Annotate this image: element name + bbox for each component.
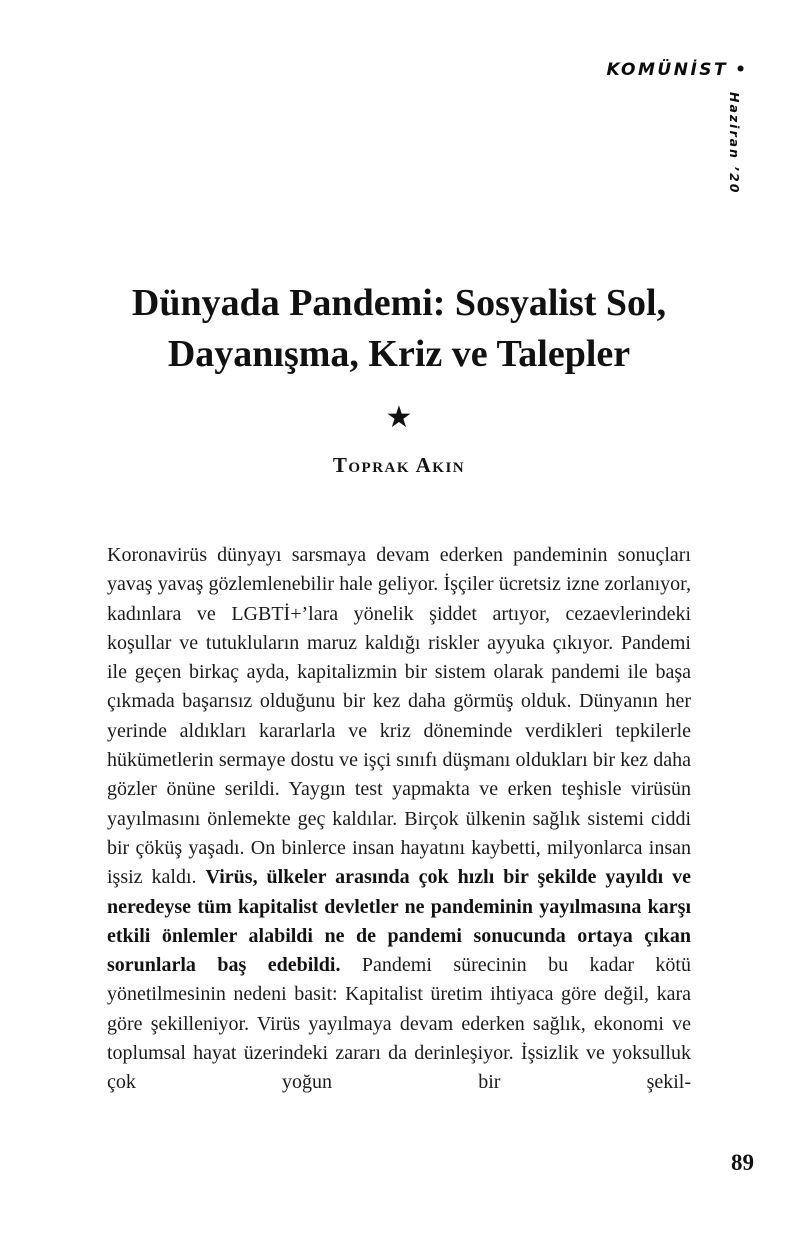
- article-body: [107, 541, 691, 1098]
- author-name: Toprak Akın: [332, 453, 466, 477]
- journal-masthead: [606, 60, 746, 80]
- journal-name: KOMÜNİST: [606, 60, 729, 80]
- star-ornament-icon: ★: [385, 401, 413, 434]
- page-number: 89: [731, 1150, 754, 1175]
- article-title-line-2: Dayanışma, Kriz ve Talepler: [167, 332, 631, 375]
- article-title-line-1: Dünyada Pandemi: Sosyalist Sol,: [131, 282, 667, 324]
- body-segment: Koronavirüs dünyayı sarsmaya devam ederken pandeminin sonuçları yavaş yavaş gözlemlenebilir hale geliyor. İşçiler ücretsiz izne zorlanıyor, kadınlara ve LGBTİ+’lara yönelik şiddet artıyor, cezaevlerindeki koşullar ve tutukluların maruz kaldığı riskler ayyuka çıkıyor. Pandemi ile geçen birkaç ayda, kapitalizmin bir sistem olarak pandemi ile başa çıkmada başarısız olduğunu bir kez daha görmüş olduk. Dünyanın her yerinde aldıkları kararlarla ve kriz döneminde verdikleri tepkilerle hükümetlerin sermaye dostu ve işçi sınıfı düşmanı oldukları bir kez daha gözler önüne serildi. Yaygın test yapmakta ve erken teşhisle virüsün yayılmasını önlemekte geç kaldılar. Birçok ülkenin sağlık sistemi ciddi bir çöküş yaşadı. On binlerce insan hayatını kaybetti, milyonlarca insan işsiz kaldı.: [107, 544, 691, 889]
- issue-date: Haziran ’20: [727, 92, 742, 195]
- article-title: [54, 278, 744, 380]
- bullet-icon: •: [735, 60, 746, 80]
- body-segment-bold: Virüs, ülkeler arasında çok hızlı bir şekilde yayıldı ve neredeyse tüm kapitalist devletler ne pandeminin yayılmasına karşı etkili önlemler alabildi ne de pandemi sonucunda ortaya çıkan sorunlarla baş edebildi.: [107, 866, 691, 977]
- body-segment: Pandemi sürecinin bu kadar kötü yönetilmesinin nedeni basit: Kapitalist üretim ihtiyaca göre değil, kara göre şekilleniyor. Virüs yayılmaya devam ederken sağlık, ekonomi ve toplumsal hayat üzerindeki zararı da derinleşiyor. İşsizlik ve yoksulluk çok yoğun bir şekil-: [107, 954, 691, 1094]
